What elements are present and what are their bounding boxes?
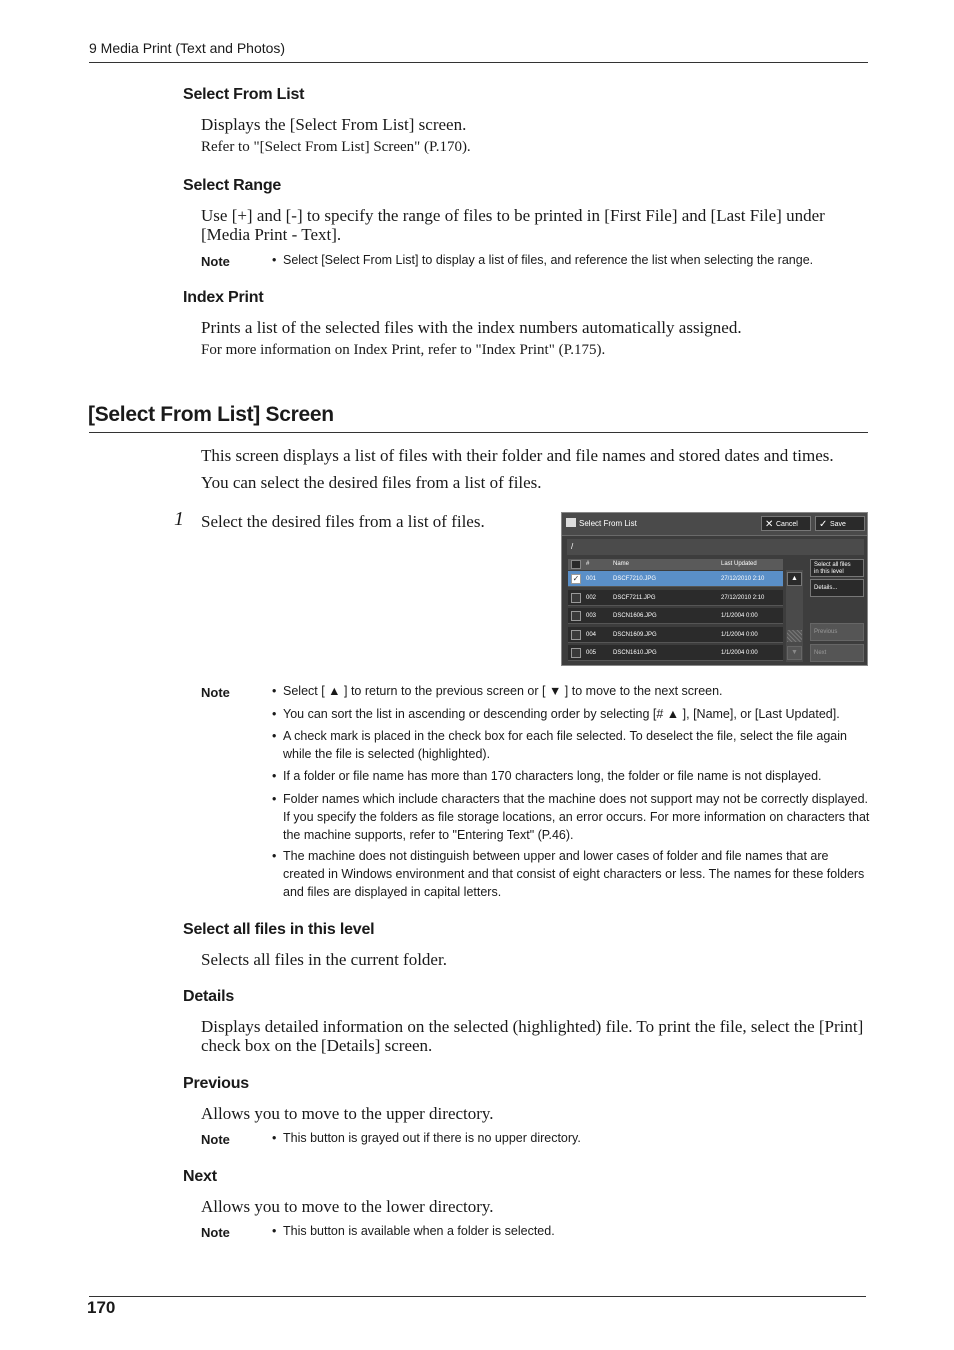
bullet: •	[272, 1131, 277, 1145]
ui-list-header	[568, 559, 783, 570]
heading-select-all: Select all files in this level	[183, 921, 375, 938]
note-text: Folder names which include characters that the machine does not support may not be correctly displayed. If you specify the folders as file storage locations, an error occurs. For more information on characters that the machine supports, refer to "Entering Text" (P.46).	[283, 792, 870, 842]
col-updated[interactable]: Last Updated	[721, 561, 757, 567]
details-button[interactable]: Details...	[810, 579, 864, 597]
heading-select-range: Select Range	[183, 177, 282, 194]
checkmark-icon: ✓	[819, 519, 828, 530]
bullet: •	[272, 707, 277, 721]
bullet: •	[272, 729, 277, 743]
scroll-grip[interactable]	[787, 630, 802, 642]
close-icon: ✕	[765, 519, 774, 530]
step-text: Select the desired files from a list of files.	[201, 512, 485, 531]
col-name[interactable]: Name	[613, 561, 630, 567]
bullet: •	[272, 1224, 277, 1238]
row-name: DSCN1610.JPG	[613, 650, 657, 656]
ui-title-bar	[562, 513, 867, 536]
index-print-ref: For more information on Index Print, refer to "Index Print" (P.175).	[201, 342, 606, 358]
bullet: •	[272, 849, 277, 863]
select-from-list-ref: Refer to "[Select From List] Screen" (P.170).	[201, 139, 471, 155]
note-item	[272, 1129, 870, 1147]
heading-details: Details	[183, 988, 235, 1005]
note-label: Note	[201, 1225, 230, 1240]
intro-line-2: You can select the desired files from a list of files.	[201, 473, 542, 492]
row-date: 27/12/2010 2:10	[721, 595, 765, 601]
scroll-up-button[interactable]: ▲	[787, 572, 802, 586]
select-all-line1: Select all files	[814, 562, 851, 568]
file-row[interactable]	[568, 590, 783, 606]
running-head: 9 Media Print (Text and Photos)	[89, 40, 286, 56]
section-rule	[89, 432, 868, 433]
heading-previous: Previous	[183, 1075, 249, 1092]
details-body: Displays detailed information on the selected (highlighted) file. To print the file, select the [Print] check box on the [Details] screen.	[201, 1017, 864, 1055]
row-checkbox[interactable]	[571, 648, 581, 658]
row-num: 005	[586, 650, 597, 656]
select-all-line2: in this level	[814, 569, 844, 575]
note-item	[272, 767, 870, 785]
save-label: Save	[830, 521, 846, 528]
file-row[interactable]	[568, 645, 783, 661]
select-all-button[interactable]	[810, 559, 864, 577]
header-rule	[89, 62, 868, 63]
heading-select-from-list: Select From List	[183, 86, 305, 103]
note-label: Note	[201, 685, 230, 700]
row-date: 1/1/2004 0:00	[721, 613, 758, 619]
cancel-label: Cancel	[776, 521, 798, 528]
ui-path-field: /	[567, 539, 864, 555]
note-item	[272, 847, 870, 901]
select-range-body: Use [+] and [-] to specify the range of files to be printed in [First File] and [Last File] under [Media Print - Text].	[201, 206, 825, 244]
next-button[interactable]: Next	[810, 644, 864, 662]
note-item	[272, 790, 870, 844]
previous-button[interactable]: Previous	[810, 623, 864, 641]
bullet: •	[272, 792, 277, 806]
previous-body: Allows you to move to the upper directory.	[201, 1104, 494, 1123]
note-label: Note	[201, 1132, 230, 1147]
file-row[interactable]	[568, 571, 783, 587]
row-date: 27/12/2010 2:10	[721, 576, 765, 582]
select-from-list-body: Displays the [Select From List] screen.	[201, 115, 467, 134]
note-item	[272, 682, 870, 700]
file-row[interactable]	[568, 627, 783, 643]
note-item	[272, 1222, 870, 1240]
bullet: •	[272, 769, 277, 783]
row-checkbox[interactable]: ✓	[572, 574, 580, 583]
intro-line-1: This screen displays a list of files with their folder and file names and stored dates and times.	[201, 446, 834, 465]
row-name: DSCF7211.JPG	[613, 595, 656, 601]
bullet: •	[272, 253, 277, 267]
note-text: The machine does not distinguish between upper and lower cases of folder and file names that are created in Windows environment and that consist of eight characters or less. The names for these folders and files are displayed in capital letters.	[283, 849, 865, 899]
row-checkbox[interactable]	[571, 630, 581, 640]
note-item	[272, 251, 870, 269]
row-num: 004	[586, 632, 597, 638]
note-text: You can sort the list in ascending or descending order by selecting [# ▲ ], [Name], or [Last Updated].	[283, 707, 840, 721]
ui-scrollbar[interactable]	[786, 570, 803, 662]
page-number: 170	[87, 1298, 116, 1317]
section-title: [Select From List] Screen	[88, 403, 334, 426]
row-checkbox[interactable]	[571, 611, 581, 621]
row-date: 1/1/2004 0:00	[721, 632, 758, 638]
media-print-icon	[566, 518, 576, 527]
printer-icon	[571, 560, 581, 569]
cancel-button[interactable]	[761, 516, 811, 531]
select-all-body: Selects all files in the current folder.	[201, 950, 447, 969]
row-num: 001	[586, 576, 597, 582]
note-item	[272, 727, 870, 763]
index-print-body: Prints a list of the selected files with the index numbers automatically assigned.	[201, 318, 742, 337]
select-from-list-screenshot	[561, 512, 868, 666]
note-text: If a folder or file name has more than 170 characters long, the folder or file name is not displayed.	[283, 769, 822, 783]
file-row[interactable]	[568, 608, 783, 624]
note-text: This button is available when a folder is selected.	[283, 1224, 555, 1238]
footer-rule	[89, 1296, 866, 1297]
row-name: DSCF7210.JPG	[613, 576, 657, 582]
ui-title: Select From List	[579, 519, 637, 528]
row-name: DSCN1609.JPG	[613, 632, 657, 638]
row-date: 1/1/2004 0:00	[721, 650, 758, 656]
note-label: Note	[201, 254, 230, 269]
note-item	[272, 705, 870, 723]
heading-index-print: Index Print	[183, 289, 264, 306]
note-text: Select [Select From List] to display a list of files, and reference the list when selecting the range.	[283, 253, 814, 267]
save-button[interactable]	[815, 516, 865, 531]
col-num[interactable]: #	[586, 561, 590, 567]
heading-next: Next	[183, 1168, 217, 1185]
next-body: Allows you to move to the lower directory.	[201, 1197, 494, 1216]
row-checkbox[interactable]	[571, 593, 581, 603]
row-num: 002	[586, 595, 597, 601]
bullet: •	[272, 684, 277, 698]
row-num: 003	[586, 613, 597, 619]
note-text: Select [ ▲ ] to return to the previous screen or [ ▼ ] to move to the next screen.	[283, 684, 723, 698]
note-text: A check mark is placed in the check box for each file selected. To deselect the file, select the file again while the file is selected (highlighted).	[283, 729, 847, 761]
scroll-down-button[interactable]: ▼	[787, 646, 802, 660]
note-text: This button is grayed out if there is no upper directory.	[283, 1131, 581, 1145]
row-name: DSCN1606.JPG	[613, 613, 657, 619]
step-number: 1	[174, 508, 184, 530]
